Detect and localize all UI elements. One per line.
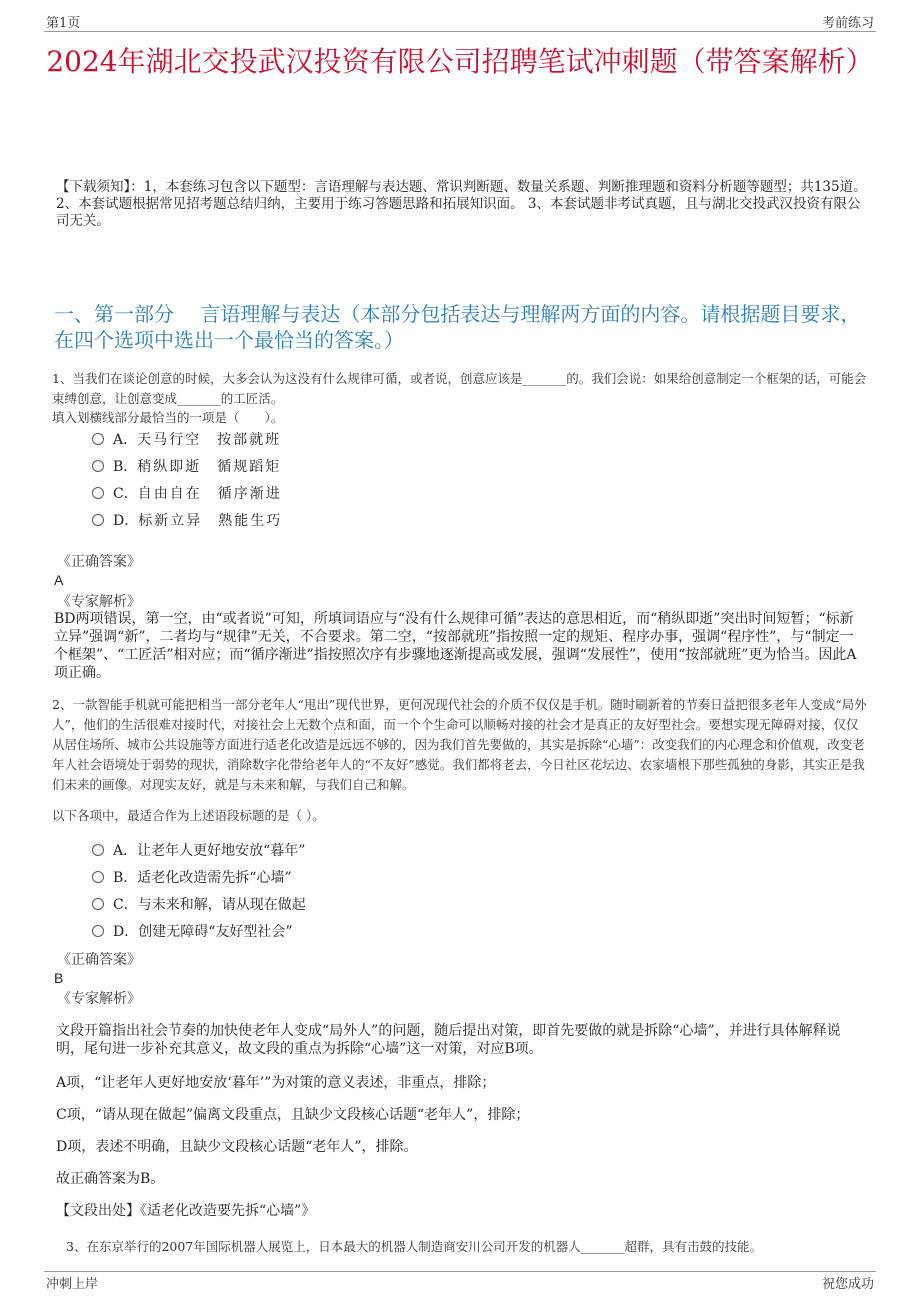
question-1-text: 1、当我们在谈论创意的时候，大多会认为这没有什么规律可循，或者说，创意应该是_______的。我们会说：如果给创意制定一个框架的话，可能会束缚创意，让创意变成_______的工匠活。 bbox=[52, 371, 867, 406]
option-letter: C． bbox=[113, 897, 138, 913]
correct-answer-label: 《正确答案》 bbox=[57, 554, 141, 570]
question-2-prompt: 以下各项中，最适合作为上述语段标题的是（ ）。 bbox=[52, 808, 325, 823]
option-letter: D． bbox=[113, 924, 139, 940]
analysis-paragraph: D项，表述不明确，且缺少文段核心话题“老年人”，排除。 bbox=[56, 1139, 418, 1155]
option-letter: B． bbox=[113, 870, 138, 886]
page-number: 第1页 bbox=[46, 16, 81, 31]
question-2-option-d[interactable] bbox=[92, 922, 293, 942]
footer-right: 祝您成功 bbox=[821, 1277, 874, 1292]
radio-icon[interactable] bbox=[92, 433, 104, 445]
passage-source: 【文段出处】《适老化改造要先拆“心墙”》 bbox=[56, 1203, 316, 1219]
download-notice: 【下载须知】：1，本套练习包含以下题型：言语理解与表达题、常识判断题、数量关系题、判断推理题和资料分析题等题型；共135道。 2、本套试题根据常见招考题总结归纳，主要用于练习答题思路和拓展知识面。 3、本套试题非考试真题，且与湖北交投武汉投资有限公司无关。 bbox=[56, 179, 867, 229]
radio-icon[interactable] bbox=[92, 460, 104, 472]
question-2-text: 2、一款智能手机就可能把相当一部分老年人“甩出”现代世界，更何况现代社会的介质不仅仅是手机。随时刷新着的节奏日益把很多老年人变成“局外人”，他们的生活很难对接时代，对接社会上无数个点和面，而一个个生命可以顺畅对接的社会才是真正的友好型社会。要想实现无障碍对接，仅仅从居住场所、城市公共设施等方面进行适老化改造是远远不够的，因为我们首先要做的，其实是拆除“心墙”：改变我们的内心理念和价值观，改变老年人社会语境处于弱势的现状，消除数字化带给老年人的“不友好”感觉。我们都将老去，今日社区花坛边、农家墙根下那些孤独的身影，其实正是我们未来的画像。对现实友好，就是与未来和解，与我们自己和解。 bbox=[52, 697, 867, 792]
expert-analysis-label: 《专家解析》 bbox=[57, 991, 141, 1007]
option-letter: A． bbox=[113, 843, 138, 859]
footer-left: 冲刺上岸 bbox=[46, 1277, 99, 1292]
header-label: 考前练习 bbox=[821, 16, 874, 31]
radio-icon[interactable] bbox=[92, 844, 104, 856]
question-2-option-a[interactable] bbox=[92, 841, 305, 861]
option-text: 适老化改造需先拆“心墙” bbox=[137, 870, 292, 886]
header-divider bbox=[44, 31, 876, 32]
radio-icon[interactable] bbox=[92, 514, 104, 526]
question-2-option-b[interactable] bbox=[92, 868, 292, 888]
option-letter: D． bbox=[113, 513, 139, 529]
option-letter: B． bbox=[113, 459, 138, 475]
question-3-text: 3、在东京举行的2007年国际机器人展览上，日本最大的机器人制造商安川公司开发的机器人_______超群，具有击鼓的技能。 bbox=[66, 1239, 763, 1254]
option-letter: A． bbox=[113, 432, 138, 448]
question-1-option-b[interactable] bbox=[92, 457, 281, 477]
correct-answer: A bbox=[54, 572, 64, 588]
option-text: 标新立异 熟能生巧 bbox=[138, 513, 283, 529]
analysis-paragraph: A项，“让老年人更好地安放‘暮年’”为对策的意义表述，非重点，排除； bbox=[56, 1075, 496, 1091]
correct-answer-label: 《正确答案》 bbox=[57, 952, 141, 968]
question-1-prompt: 填入划横线部分最恰当的一项是（ ）。 bbox=[52, 410, 284, 425]
radio-icon[interactable] bbox=[92, 487, 104, 499]
question-2-option-c[interactable] bbox=[92, 895, 306, 915]
option-text: 自由自在 循序渐进 bbox=[137, 486, 282, 502]
analysis-paragraph: C项，“请从现在做起”偏离文段重点，且缺少文段核心话题“老年人”，排除； bbox=[56, 1107, 530, 1123]
option-text: 创建无障碍“友好型社会” bbox=[138, 924, 293, 940]
radio-icon[interactable] bbox=[92, 925, 104, 937]
option-text: 与未来和解，请从现在做起 bbox=[137, 897, 306, 913]
correct-answer: B bbox=[54, 970, 64, 986]
question-1-option-d[interactable] bbox=[92, 511, 282, 531]
analysis-paragraph: 文段开篇指出社会节奏的加快使老年人变成“局外人”的问题，随后提出对策，即首先要做的就是拆除“心墙”，并进行具体解释说明，尾句进一步补充其意义，故文段的重点为拆除“心墙”这一对策，对应B项。 bbox=[56, 1023, 841, 1057]
question-1-option-c[interactable] bbox=[92, 484, 282, 504]
footer-divider bbox=[44, 1271, 876, 1272]
option-text: 天马行空 按部就班 bbox=[137, 432, 282, 448]
option-text: 稍纵即逝 循规蹈矩 bbox=[137, 459, 282, 475]
option-letter: C． bbox=[113, 486, 138, 502]
section-heading: 一、第一部分 言语理解与表达（本部分包括表达与理解两方面的内容。请根据题目要求，在四个选项中选出一个最恰当的答案。） bbox=[54, 302, 861, 352]
document-title: 2024年湖北交投武汉投资有限公司招聘笔试冲刺题（带答案解析） bbox=[46, 45, 874, 78]
radio-icon[interactable] bbox=[92, 871, 104, 883]
expert-analysis: BD两项错误，第一空，由“或者说”可知，所填词语应与“没有什么规律可循”表达的意思相近，而“稍纵即逝”突出时间短暂；“标新立异”强调“新”，二者均与“规律”无关，不合要求。第二空，“按部就班”指按照一定的规矩、程序办事，强调“程序性”，与“制定一个框架”、“工匠活”相对应；而“循序渐进”指按照次序有步骤地逐渐提高或发展，强调“发展性”，使用“按部就班”更为恰当。因此A项正确。 bbox=[54, 611, 857, 681]
analysis-paragraph: 故正确答案为B。 bbox=[56, 1171, 165, 1187]
radio-icon[interactable] bbox=[92, 898, 104, 910]
expert-analysis-label: 《专家解析》 bbox=[57, 594, 141, 610]
option-text: 让老年人更好地安放“暮年” bbox=[137, 843, 306, 859]
question-1-option-a[interactable] bbox=[92, 430, 281, 450]
